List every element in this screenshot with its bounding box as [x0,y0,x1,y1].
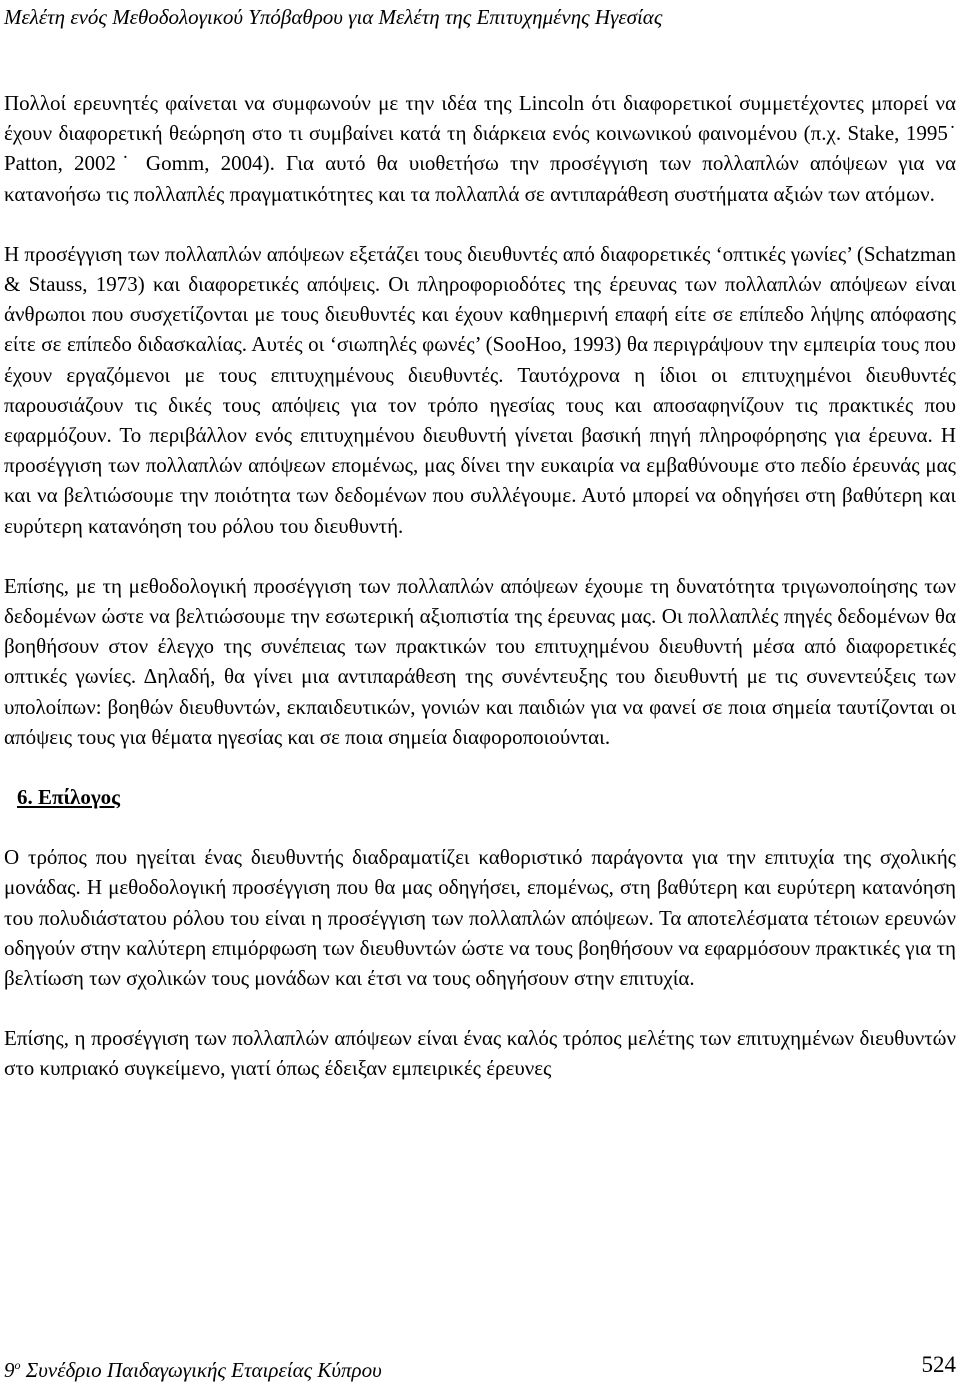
section-paragraph-1: Ο τρόπος που ηγείται ένας διευθυντής διαδραματίζει καθοριστικό παράγοντα για την επιτυχία της σχολικής μονάδας. Η μεθοδολογική προσέγγιση που θα μας οδηγήσει, επομένως, στη βαθύτερη και ευρύτερη κατανόηση του πολυδιάστατου ρόλου του είναι η προσέγγιση των πολλαπλών απόψεων. Τα αποτελέσματα τέτοιων ερευνών οδηγούν στην καλύτερη επιμόρφωση των διευθυντών ώστε να τους βοηθήσουν να εφαρμόσουν πρακτικές για τη βελτίωση των σχολικών τους μονάδων και έτσι να τους οδηγήσουν στην επιτυχία. [4,845,956,991]
section-heading: 6. Επίλογος [17,785,121,810]
conference-ordinal: 9 [4,1358,15,1382]
page-number: 524 [921,1352,956,1377]
body-text [4,88,956,1084]
paragraph-2: Η προσέγγιση των πολλαπλών απόψεων εξετάζει τους διευθυντές από διαφορετικές ‘οπτικές γωνίες’ (Schatzman & Stauss, 1973) και διαφορετικές απόψεις. Οι πληροφοριοδότες της έρευνας των πολλαπλών απόψεων είναι άνθρωποι που συσχετίζονται με τους διευθυντές και έχουν καθημερινή επαφή είτε σε επίπεδο λήψης απόφασης είτε σε επίπεδο διδασκαλίας. Αυτές οι ‘σιωπηλές φωνές’ (SooHoo, 1993) θα περιγράψουν την εμπειρία τους που έχουν εργαζόμενοι με τους επιτυχημένους διευθυντές. Ταυτόχρονα η ίδιοι οι επιτυχημένοι διευθυντές παρουσιάζουν τις δικές τους απόψεις για τον τρόπο ηγεσίας τους και αποσαφηνίζουν τις πρακτικές που εφαρμόζουν. Το περιβάλλον ενός επιτυχημένου διευθυντή γίνεται βασική πηγή πληροφόρησης για έρευνα. Η προσέγγιση των πολλαπλών απόψεων επομένως, μας δίνει την ευκαιρία να εμβαθύνουμε στο πεδίο έρευνάς μας και να βελτιώσουμε την ποιότητα των δεδομένων που συλλέγουμε. Αυτό μπορεί να οδηγήσει στη βαθύτερη και ευρύτερη κατανόηση του ρόλου του διευθυντή. [4,241,956,538]
paragraph-1: Πολλοί ερευνητές φαίνεται να συμφωνούν με την ιδέα της Lincoln ότι διαφορετικοί συμμετέχοντες μπορεί να έχουν διαφορετική θεώρηση στο τι συμβαίνει κατά τη διάρκεια ενός κοινωνικού φαινομένου (π.χ. Stake, 1995˙ Patton, 2002˙ Gomm, 2004). Για αυτό θα υιοθετήσω την προσέγγιση των πολλαπλών απόψεων για να κατανοήσω τις πολλαπλές πραγματικότητες και τα πολλαπλά σε αντιπαράθεση συστήματα αξιών των ατόμων. [4,91,956,206]
conference-name: Συνέδριο Παιδαγωγικής Εταιρείας Κύπρου [25,1358,382,1382]
conference-label [4,1351,382,1384]
conference-ordinal-suffix: ο [14,1358,21,1372]
section-paragraph-2: Επίσης, η προσέγγιση των πολλαπλών απόψεων είναι ένας καλός τρόπος μελέτης των επιτυχημένων διευθυντών στο κυπριακό συγκείμενο, γιατί όπως έδειξαν εμπειρικές έρευνες [4,1026,956,1081]
paragraph-3: Επίσης, με τη μεθοδολογική προσέγγιση των πολλαπλών απόψεων έχουμε τη δυνατότητα τριγωνοποίησης των δεδομένων ώστε να βελτιώσουμε την εσωτερική αξιοπιστία της έρευνας μας. Οι πολλαπλές πηγές δεδομένων θα βοηθήσουν στον έλεγχο της συνέπειας των πρακτικών του επιτυχημένου διευθυντή μέσα από διαφορετικές οπτικές γωνίες. Δηλαδή, θα γίνει μια αντιπαράθεση της συνέντευξης του διευθυντή με τις συνεντεύξεις των υπολοίπων: βοηθών διευθυντών, εκπαιδευτικών, γονιών και παιδιών για να φανεί σε ποια σημεία ταυτίζονται οι απόψεις τους για θέματα ηγεσίας και σε ποια σημεία διαφοροποιούνται. [4,573,956,749]
running-footer [4,1351,956,1382]
running-header: Μελέτη ενός Μεθοδολογικού Υπόβαθρου για Μελέτη της Επιτυχημένης Ηγεσίας [4,5,663,29]
